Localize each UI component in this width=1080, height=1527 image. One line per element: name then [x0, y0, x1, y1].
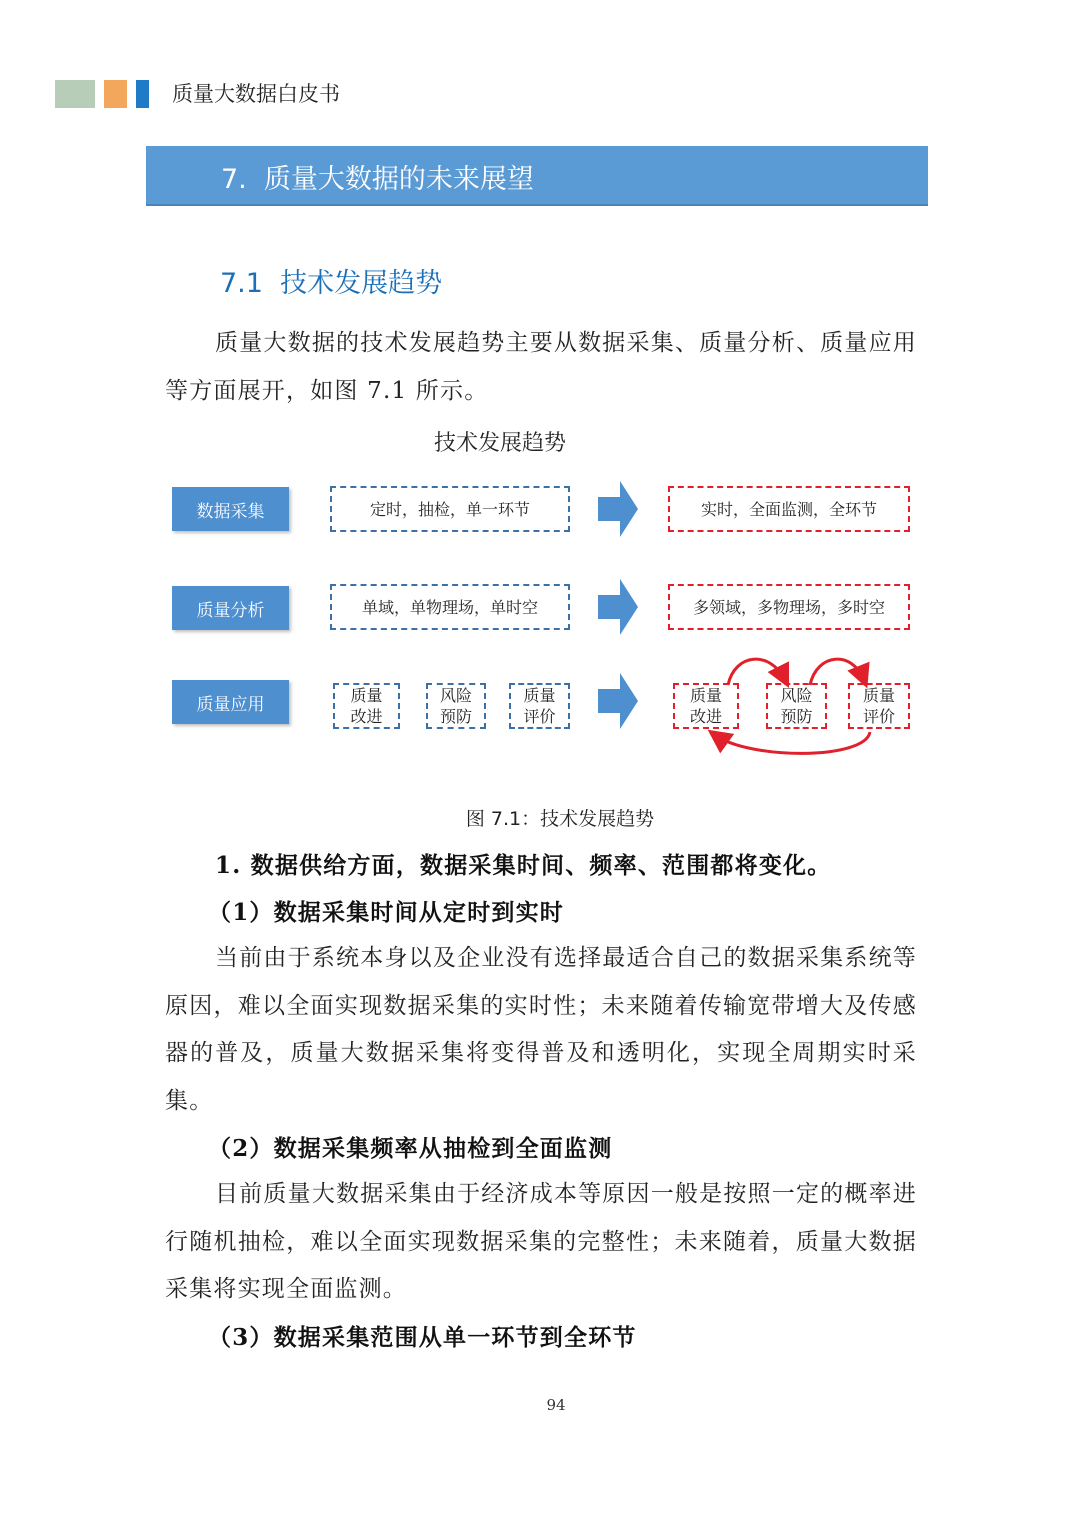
- current-state-box: 单域，单物理场，单时空: [330, 584, 570, 630]
- subheading-1: （1）数据采集时间从定时到实时: [208, 899, 565, 926]
- paragraph-2: [165, 1171, 917, 1314]
- paragraph-1: [165, 935, 917, 1125]
- heading-1: 1. 数据供给方面，数据采集时间、频率、范围都将变化。: [215, 852, 832, 879]
- current-item-box: 风险 预防: [426, 683, 486, 729]
- header-orange-block: [104, 80, 127, 108]
- section-title: 7.1 技术发展趋势: [220, 268, 443, 299]
- header-green-block: [55, 80, 95, 108]
- intro-text: 质量大数据的技术发展趋势主要从数据采集、质量分析、质量应用等方面展开，如图 7.1 所示。: [165, 330, 917, 404]
- category-quality-analysis: 质量分析: [172, 586, 289, 630]
- current-state-box: 定时，抽检，单一环节: [330, 486, 570, 532]
- paragraph-2-text: 目前质量大数据采集由于经济成本等原因一般是按照一定的概率进行随机抽检，难以全面实现数据采集的完整性；未来随着，质量大数据采集将实现全面监测。: [165, 1181, 917, 1302]
- figure-title: 技术发展趋势: [433, 431, 566, 456]
- subheading-2: （2）数据采集频率从抽检到全面监测: [208, 1135, 613, 1162]
- figure-caption: 图 7.1：技术发展趋势: [465, 808, 655, 830]
- future-item-box: 风险 预防: [766, 683, 827, 729]
- future-state-box: 实时，全面监测，全环节: [668, 486, 910, 532]
- chapter-title: 7. 质量大数据的未来展望: [221, 164, 534, 195]
- subheading-3: （3）数据采集范围从单一环节到全环节: [208, 1324, 637, 1351]
- cycle-arrow-top-left: [728, 659, 785, 685]
- current-item-box: 质量 改进: [333, 683, 400, 729]
- current-item-box: 质量 评价: [509, 683, 570, 729]
- right-arrow-icon: [598, 673, 640, 729]
- category-data-collection: 数据采集: [172, 487, 289, 531]
- header-title: 质量大数据白皮书: [172, 82, 340, 106]
- header-blue-block: [136, 80, 149, 108]
- page-number: 94: [546, 1396, 566, 1414]
- future-item-box: 质量 改进: [673, 683, 739, 729]
- future-state-box: 多领域，多物理场，多时空: [668, 584, 910, 630]
- cycle-arrow-top-right: [810, 659, 864, 685]
- cycle-arrows: [660, 650, 930, 760]
- future-item-box: 质量 评价: [848, 683, 910, 729]
- category-quality-application: 质量应用: [172, 680, 289, 724]
- right-arrow-icon: [598, 481, 640, 537]
- intro-paragraph: [165, 320, 917, 415]
- paragraph-1-text: 当前由于系统本身以及企业没有选择最适合自己的数据采集系统等原因，难以全面实现数据采集的实时性；未来随着传输宽带增大及传感器的普及，质量大数据采集将变得普及和透明化，实现全周期实时采集。: [165, 945, 917, 1114]
- chapter-banner: [146, 146, 928, 206]
- right-arrow-icon: [598, 579, 640, 635]
- cycle-arrow-bottom: [715, 732, 870, 753]
